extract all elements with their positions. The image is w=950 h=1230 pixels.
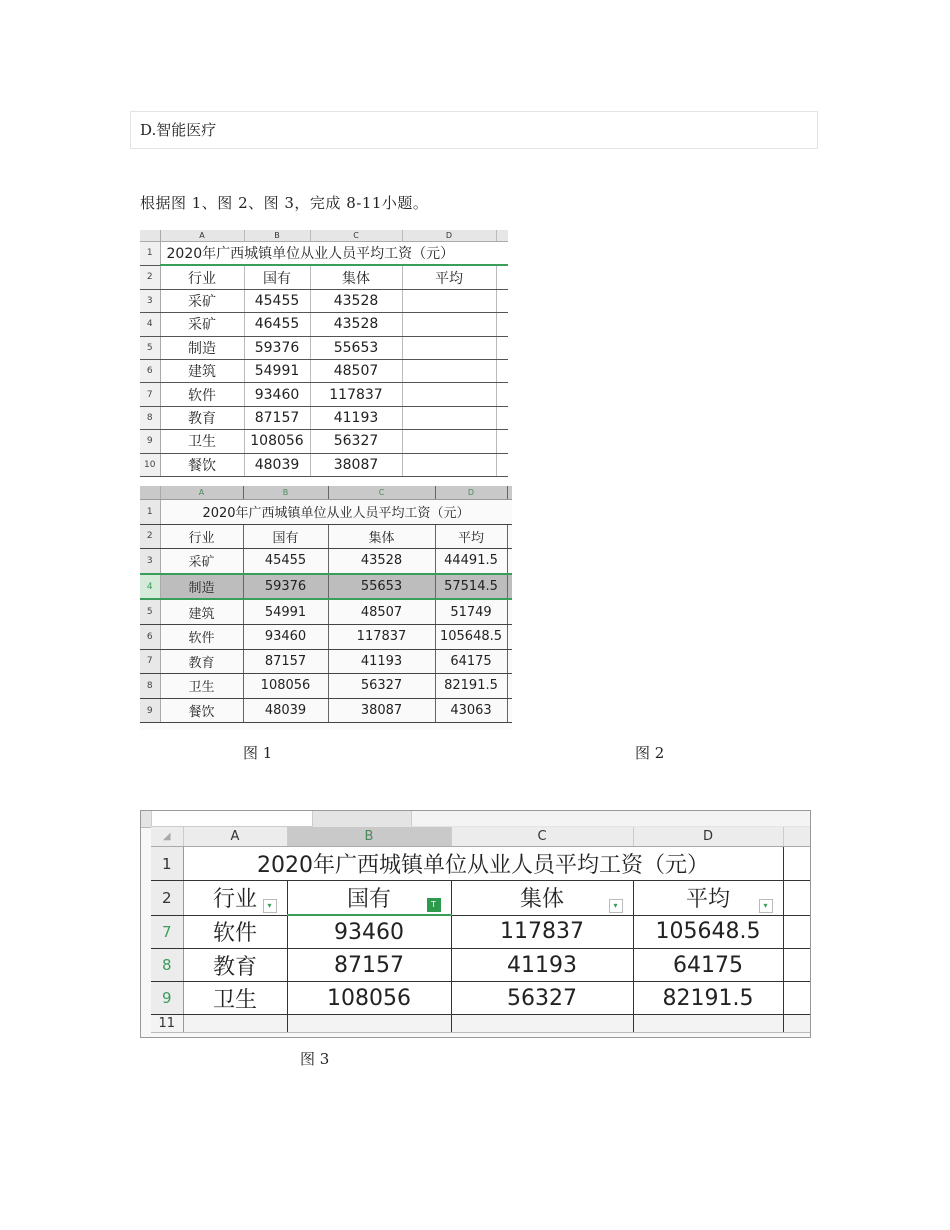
fig2-row-number[interactable]: 6 xyxy=(140,624,160,649)
fig1-col-header[interactable]: B xyxy=(244,230,310,242)
fig2-data-cell[interactable]: 44491.5 xyxy=(435,549,507,574)
fig1-data-cell[interactable]: 48039 xyxy=(244,453,310,476)
fig2-data-cell[interactable]: 建筑 xyxy=(160,599,243,624)
fig1-data-cell[interactable]: 56327 xyxy=(310,430,402,453)
fig3-row-number[interactable]: 11 xyxy=(151,1015,183,1033)
fig1-data-cell[interactable]: 54991 xyxy=(244,359,310,382)
fig3-empty-cell[interactable] xyxy=(451,1015,633,1033)
fig2-data-cell[interactable]: 45455 xyxy=(243,549,328,574)
fig1-table-row xyxy=(140,313,508,336)
fig2-col-header[interactable]: D xyxy=(435,486,507,500)
fig1-header-cell[interactable]: 行业 xyxy=(160,265,244,289)
fig1-header-cell[interactable]: 国有 xyxy=(244,265,310,289)
fig3-data-cell[interactable]: 82191.5 xyxy=(633,982,783,1015)
fig3-column-header-row xyxy=(151,827,811,847)
fig3-header-cell[interactable] xyxy=(633,881,783,916)
fig2-data-cell[interactable]: 108056 xyxy=(243,674,328,699)
fig2-table xyxy=(140,486,512,723)
fig3-spacer-cell xyxy=(783,1015,811,1033)
fig2-data-cell[interactable]: 43528 xyxy=(328,549,435,574)
fig1-spacer-cell xyxy=(496,383,508,406)
fig2-table-row xyxy=(140,698,512,723)
fig2-data-cell[interactable]: 卫生 xyxy=(160,674,243,699)
fig1-col-header-spacer xyxy=(496,230,508,242)
fig1-table-title[interactable]: 2020年广西城镇单位从业人员平均工资（元） xyxy=(160,242,508,266)
fig1-spacer-cell xyxy=(496,406,508,429)
fig1-data-cell[interactable]: 卫生 xyxy=(160,430,244,453)
fig1-row-number[interactable]: 4 xyxy=(140,313,160,336)
fig3-row-number[interactable]: 8 xyxy=(151,949,183,982)
option-d-text: D.智能医疗 xyxy=(140,121,217,139)
fig2-data-cell[interactable]: 54991 xyxy=(243,599,328,624)
fig3-spacer-cell xyxy=(783,847,811,881)
fig1-data-cell[interactable]: 建筑 xyxy=(160,359,244,382)
fig3-header-label: 集体 xyxy=(519,887,564,913)
fig1-data-cell[interactable]: 餐饮 xyxy=(160,453,244,476)
fig3-data-cell[interactable]: 108056 xyxy=(287,982,451,1015)
select-all-corner[interactable] xyxy=(140,230,160,242)
fig1-col-header[interactable]: C xyxy=(310,230,402,242)
fig2-row-number[interactable]: 3 xyxy=(140,549,160,574)
fig2-data-cell[interactable]: 93460 xyxy=(243,624,328,649)
fig2-data-cell[interactable]: 56327 xyxy=(328,674,435,699)
fig1-table-row xyxy=(140,453,508,476)
fig1-data-cell[interactable]: 93460 xyxy=(244,383,310,406)
fig1-data-cell[interactable] xyxy=(402,406,496,429)
fig1-row-number[interactable]: 3 xyxy=(140,289,160,312)
fig1-data-cell[interactable]: 55653 xyxy=(310,336,402,359)
fig2-col-header[interactable]: B xyxy=(243,486,328,500)
fig2-data-cell[interactable]: 教育 xyxy=(160,649,243,674)
fig2-row-number[interactable]: 2 xyxy=(140,524,160,549)
fig3-table-row xyxy=(151,915,811,949)
fig1-spacer-cell xyxy=(496,336,508,359)
fig3-data-cell[interactable]: 117837 xyxy=(451,915,633,949)
fig2-table-row xyxy=(140,674,512,699)
figure-2-spreadsheet xyxy=(140,486,512,730)
fig2-spacer-cell xyxy=(507,599,512,624)
fig1-data-cell[interactable]: 采矿 xyxy=(160,289,244,312)
fig3-table xyxy=(151,827,811,1033)
fig3-header-cell[interactable] xyxy=(287,881,451,916)
fig2-spacer-cell xyxy=(507,524,512,549)
fig3-row-number[interactable]: 7 xyxy=(151,915,183,949)
fig3-header-cell[interactable] xyxy=(183,881,287,916)
fig1-data-cell[interactable] xyxy=(402,359,496,382)
fig3-data-cell[interactable]: 卫生 xyxy=(183,982,287,1015)
fig1-row-number[interactable]: 1 xyxy=(140,242,160,266)
fig3-empty-cell[interactable] xyxy=(183,1015,287,1033)
fig1-spacer-cell xyxy=(496,430,508,453)
fig1-data-cell[interactable]: 45455 xyxy=(244,289,310,312)
fig2-spacer-cell xyxy=(507,649,512,674)
fig1-data-cell[interactable]: 46455 xyxy=(244,313,310,336)
fig1-col-header[interactable]: A xyxy=(160,230,244,242)
fig2-row-number[interactable]: 4 xyxy=(140,574,160,600)
fig3-spacer-cell xyxy=(783,982,811,1015)
fig3-header-row xyxy=(151,881,811,916)
fig2-data-cell[interactable]: 57514.5 xyxy=(435,574,507,600)
fig2-data-cell[interactable]: 64175 xyxy=(435,649,507,674)
fig1-data-cell[interactable] xyxy=(402,336,496,359)
fig1-table xyxy=(140,230,508,477)
fig2-data-cell[interactable]: 48507 xyxy=(328,599,435,624)
fig2-data-cell[interactable]: 43063 xyxy=(435,698,507,723)
fig3-col-header[interactable]: A xyxy=(183,827,287,847)
fig3-table-row xyxy=(151,949,811,982)
fig2-data-cell[interactable]: 55653 xyxy=(328,574,435,600)
fig3-data-cell[interactable]: 105648.5 xyxy=(633,915,783,949)
filter-dropdown-icon[interactable]: ▾ xyxy=(759,899,773,913)
fig2-table-title[interactable]: 2020年广西城镇单位从业人员平均工资（元） xyxy=(160,500,512,525)
fig1-column-header-row xyxy=(140,230,508,242)
fig1-table-row xyxy=(140,289,508,312)
fig1-table-row xyxy=(140,406,508,429)
fig2-table-row xyxy=(140,574,512,600)
fig1-title-row xyxy=(140,242,508,266)
fig1-data-cell[interactable]: 38087 xyxy=(310,453,402,476)
fig1-header-cell[interactable]: 集体 xyxy=(310,265,402,289)
fig3-data-cell[interactable]: 87157 xyxy=(287,949,451,982)
fig3-spacer-cell xyxy=(783,881,811,916)
figure-1-caption: 图 1 xyxy=(243,744,273,762)
fig1-spacer-cell xyxy=(496,359,508,382)
fig1-table-row xyxy=(140,359,508,382)
fig2-col-header[interactable]: A xyxy=(160,486,243,500)
fig3-header-label: 行业 xyxy=(212,887,257,913)
fig2-data-cell[interactable]: 软件 xyxy=(160,624,243,649)
formula-bar-area xyxy=(411,811,811,826)
fig1-row-number[interactable]: 6 xyxy=(140,359,160,382)
sheet-tab-strip xyxy=(141,811,811,828)
fig2-header-cell[interactable]: 行业 xyxy=(160,524,243,549)
filter-dropdown-icon[interactable]: ▾ xyxy=(609,899,623,913)
answer-option-d xyxy=(130,111,818,149)
fig2-data-cell[interactable]: 采矿 xyxy=(160,549,243,574)
fig1-spacer-cell xyxy=(496,289,508,312)
fig2-col-header[interactable]: C xyxy=(328,486,435,500)
fig2-spacer-cell xyxy=(507,574,512,600)
fig1-table-row xyxy=(140,383,508,406)
fig1-data-cell[interactable]: 制造 xyxy=(160,336,244,359)
fig2-header-row xyxy=(140,524,512,549)
figure-3-caption: 图 3 xyxy=(300,1050,330,1068)
fig2-row-number[interactable]: 5 xyxy=(140,599,160,624)
fig3-title-row xyxy=(151,847,811,881)
fig3-data-cell[interactable]: 软件 xyxy=(183,915,287,949)
fig2-header-cell[interactable]: 平均 xyxy=(435,524,507,549)
fig2-data-cell[interactable]: 制造 xyxy=(160,574,243,600)
fig2-spacer-cell xyxy=(507,674,512,699)
fig2-data-cell[interactable]: 38087 xyxy=(328,698,435,723)
fig2-table-row xyxy=(140,599,512,624)
select-all-corner[interactable]: ◢ xyxy=(151,827,183,847)
fig3-col-header[interactable]: C xyxy=(451,827,633,847)
fig3-data-cell[interactable]: 93460 xyxy=(287,915,451,949)
fig2-spacer-cell xyxy=(507,698,512,723)
fig2-data-cell[interactable]: 48039 xyxy=(243,698,328,723)
fig1-data-cell[interactable]: 59376 xyxy=(244,336,310,359)
fig1-spacer-cell xyxy=(496,265,508,289)
fig2-spacer-cell xyxy=(507,624,512,649)
fig1-row-number[interactable]: 7 xyxy=(140,383,160,406)
fig2-data-cell[interactable]: 51749 xyxy=(435,599,507,624)
fig3-empty-cell[interactable] xyxy=(287,1015,451,1033)
fig1-row-number[interactable]: 5 xyxy=(140,336,160,359)
fig1-data-cell[interactable]: 48507 xyxy=(310,359,402,382)
fig3-row-number[interactable]: 9 xyxy=(151,982,183,1015)
fig2-data-cell[interactable]: 82191.5 xyxy=(435,674,507,699)
fig1-data-cell[interactable] xyxy=(402,453,496,476)
fig1-col-header[interactable]: D xyxy=(402,230,496,242)
fig3-header-label: 国有 xyxy=(346,887,391,912)
fig1-header-row xyxy=(140,265,508,289)
fig2-column-header-row xyxy=(140,486,512,500)
fig2-col-header-spacer xyxy=(507,486,512,500)
fig1-table-row xyxy=(140,336,508,359)
fig1-spacer-cell xyxy=(496,453,508,476)
select-all-corner[interactable] xyxy=(140,486,160,500)
fig3-header-cell[interactable] xyxy=(451,881,633,916)
filter-active-icon[interactable]: T xyxy=(427,898,441,912)
fig3-col-header-spacer xyxy=(783,827,811,847)
fig3-header-label: 平均 xyxy=(685,887,730,913)
fig2-spacer-cell xyxy=(507,549,512,574)
fig2-data-cell[interactable]: 41193 xyxy=(328,649,435,674)
fig3-data-cell[interactable]: 64175 xyxy=(633,949,783,982)
figure-1-spreadsheet xyxy=(140,230,508,482)
fig1-data-cell[interactable] xyxy=(402,430,496,453)
fig2-title-row xyxy=(140,500,512,525)
fig3-col-header[interactable]: D xyxy=(633,827,783,847)
fig2-data-cell[interactable]: 87157 xyxy=(243,649,328,674)
question-intro: 根据图 1、图 2、图 3，完成 8-11小题。 xyxy=(140,194,429,212)
figure-3-spreadsheet xyxy=(140,810,811,1038)
fig1-row-number[interactable]: 10 xyxy=(140,453,160,476)
fig1-row-number[interactable]: 8 xyxy=(140,406,160,429)
fig3-row-number[interactable]: 2 xyxy=(151,881,183,916)
fig2-header-cell[interactable]: 国有 xyxy=(243,524,328,549)
fig3-spacer-cell xyxy=(783,915,811,949)
fig3-table-row xyxy=(151,982,811,1015)
fig1-data-cell[interactable] xyxy=(402,383,496,406)
fig1-data-cell[interactable] xyxy=(402,289,496,312)
fig1-data-cell[interactable]: 教育 xyxy=(160,406,244,429)
fig1-data-cell[interactable] xyxy=(402,313,496,336)
fig1-spacer-cell xyxy=(496,313,508,336)
fig2-data-cell[interactable]: 117837 xyxy=(328,624,435,649)
fig2-data-cell[interactable]: 59376 xyxy=(243,574,328,600)
fig3-data-cell[interactable]: 教育 xyxy=(183,949,287,982)
fig2-header-cell[interactable]: 集体 xyxy=(328,524,435,549)
fig3-col-header[interactable]: B xyxy=(287,827,451,847)
fig3-empty-cell[interactable] xyxy=(633,1015,783,1033)
fig1-data-cell[interactable]: 43528 xyxy=(310,313,402,336)
fig1-data-cell[interactable]: 43528 xyxy=(310,289,402,312)
fig1-row-number[interactable]: 9 xyxy=(140,430,160,453)
fig1-data-cell[interactable]: 采矿 xyxy=(160,313,244,336)
fig2-row-number[interactable]: 9 xyxy=(140,698,160,723)
sheet-tab[interactable] xyxy=(151,811,313,827)
fig1-data-cell[interactable]: 软件 xyxy=(160,383,244,406)
fig1-data-cell[interactable]: 41193 xyxy=(310,406,402,429)
fig3-data-cell[interactable]: 56327 xyxy=(451,982,633,1015)
fig3-empty-row xyxy=(151,1015,811,1033)
fig1-row-number[interactable]: 2 xyxy=(140,265,160,289)
fig3-spacer-cell xyxy=(783,949,811,982)
fig2-row-number[interactable]: 1 xyxy=(140,500,160,525)
fig3-row-number[interactable]: 1 xyxy=(151,847,183,881)
fig2-row-number[interactable]: 7 xyxy=(140,649,160,674)
fig1-data-cell[interactable]: 87157 xyxy=(244,406,310,429)
fig2-data-cell[interactable]: 105648.5 xyxy=(435,624,507,649)
fig2-table-row xyxy=(140,549,512,574)
fig2-table-row xyxy=(140,624,512,649)
fig2-data-cell[interactable]: 餐饮 xyxy=(160,698,243,723)
fig1-data-cell[interactable]: 108056 xyxy=(244,430,310,453)
filter-dropdown-icon[interactable]: ▾ xyxy=(263,899,277,913)
fig1-header-cell[interactable]: 平均 xyxy=(402,265,496,289)
fig3-table-title[interactable]: 2020年广西城镇单位从业人员平均工资（元） xyxy=(183,847,783,881)
fig2-table-row xyxy=(140,649,512,674)
fig2-row-number[interactable]: 8 xyxy=(140,674,160,699)
fig1-table-row xyxy=(140,430,508,453)
fig3-data-cell[interactable]: 41193 xyxy=(451,949,633,982)
fig1-data-cell[interactable]: 117837 xyxy=(310,383,402,406)
figure-2-caption: 图 2 xyxy=(635,744,665,762)
